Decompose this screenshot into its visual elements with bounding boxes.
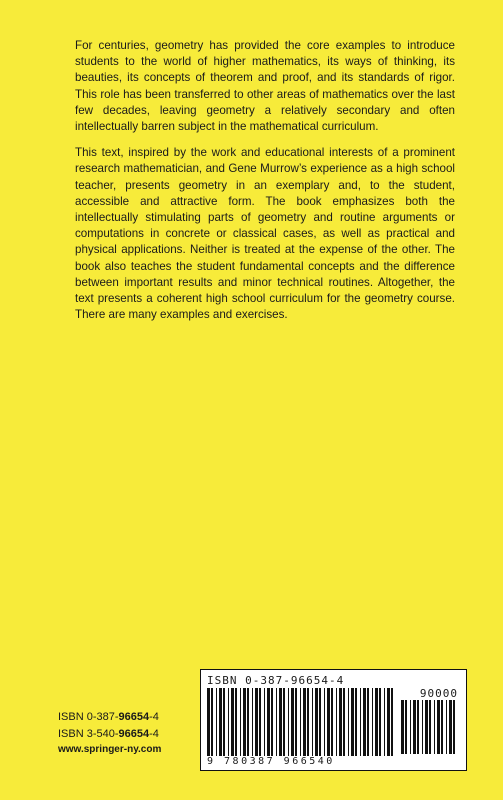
barcode-bar <box>211 688 213 756</box>
barcode-bar <box>312 688 313 756</box>
isbn-line-2 <box>58 726 161 743</box>
barcode-bar <box>387 688 390 756</box>
barcode-bar <box>348 688 349 756</box>
barcode-bar <box>300 688 301 756</box>
barcode-bar <box>288 688 289 756</box>
barcode-price-code: 90000 <box>419 687 458 700</box>
barcode-bar <box>441 700 443 754</box>
barcode-bar <box>324 688 325 756</box>
barcode-bar <box>401 700 404 754</box>
publisher-url: www.springer-ny.com <box>58 744 162 755</box>
barcode-bar <box>264 688 265 756</box>
barcode-bar <box>327 688 330 756</box>
barcode-bar <box>255 688 258 756</box>
barcode-bar <box>240 688 241 756</box>
barcode-bar <box>379 688 381 756</box>
barcode-bar <box>315 688 318 756</box>
barcode-bar <box>384 688 385 756</box>
barcode-bar <box>247 688 249 756</box>
barcode-bar <box>351 688 354 756</box>
isbn-2-prefix: ISBN 3-540- <box>58 727 119 740</box>
barcode-bar <box>391 688 393 756</box>
barcode-bar <box>367 688 369 756</box>
barcode-bar <box>336 688 337 756</box>
barcode-bar <box>355 688 357 756</box>
barcode-bar <box>252 688 253 756</box>
barcode-bar <box>283 688 285 756</box>
barcode-bar <box>303 688 306 756</box>
barcode-bar <box>231 688 234 756</box>
barcode-bar <box>413 700 416 754</box>
isbn-2-bold: 96654 <box>118 727 150 740</box>
barcode-bar <box>207 688 210 756</box>
isbn-1-suffix: -4 <box>149 711 159 723</box>
barcode-bar <box>375 688 378 756</box>
barcode-bar <box>259 688 261 756</box>
blurb-paragraph-2: This text, inspired by the work and educational interests of a prominent research mathematician, and Gene Murrow’s experience as a high school teacher, presents geometry in an exemplary and, to the student, accessible and attractive form. The book emphasizes both the intellectually stimulating parts of geometry and routine arguments or computations in concrete or classical cases, as well as practical and physical applications. Neither is treated at the expense of the other. The book also teaches the student fundamental concepts and the difference between important results and minor technical routines. Altogether, the text presents a coherent high school curriculum for the geometry course. There are many examples and exercises. <box>75 146 455 322</box>
barcode-bar <box>449 700 452 754</box>
barcode-bar <box>276 688 277 756</box>
barcode-bar <box>422 700 423 754</box>
barcode-bar <box>307 688 309 756</box>
isbn-block <box>58 709 161 759</box>
barcode-bar <box>363 688 366 756</box>
barcode-bar <box>405 700 407 754</box>
barcode-main-bars <box>207 688 397 756</box>
barcode-bar <box>410 700 411 754</box>
barcode-bar <box>360 688 361 756</box>
barcode-bar <box>319 688 321 756</box>
isbn-2-suffix: -4 <box>149 727 159 740</box>
barcode-bar <box>434 700 435 754</box>
barcode-bar <box>417 700 419 754</box>
isbn-1-prefix: ISBN 0-387- <box>58 711 119 723</box>
barcode-bar <box>267 688 270 756</box>
barcode-bar <box>235 688 237 756</box>
barcode-bar <box>425 700 428 754</box>
barcode-bar <box>372 688 373 756</box>
barcode-bar <box>429 700 431 754</box>
barcode-bar <box>216 688 217 756</box>
barcode-addon-bars <box>401 700 457 754</box>
barcode-bar <box>343 688 345 756</box>
barcode-bar <box>223 688 225 756</box>
blurb-text <box>75 38 455 333</box>
barcode-digits: 9 780387 966540 <box>207 756 335 767</box>
barcode-box <box>200 669 467 771</box>
barcode-bar <box>437 700 440 754</box>
barcode-isbn-text: ISBN 0-387-96654-4 <box>207 674 345 687</box>
barcode-bar <box>295 688 297 756</box>
isbn-line-1 <box>58 709 161 726</box>
barcode-bar <box>453 700 455 754</box>
blurb-paragraph-1: For centuries, geometry has provided the core examples to introduce students to the world of higher mathematics, its ways of thinking, its beauties, its concepts of theorem and proof, and its standards of rigor. This role has been transferred to other areas of mathematics over the last few decades, leaving geometry a relatively secondary and often intellectually barren subject in the mathematical curriculum. <box>75 39 455 134</box>
barcode-bar <box>271 688 273 756</box>
barcode-bar <box>279 688 282 756</box>
barcode-bar <box>243 688 246 756</box>
isbn-1-bold: 96654 <box>118 711 150 723</box>
barcode-bar <box>446 700 447 754</box>
barcode-bar <box>219 688 222 756</box>
barcode-bar <box>228 688 229 756</box>
barcode-bar <box>339 688 342 756</box>
barcode-bar <box>291 688 294 756</box>
barcode-bar <box>331 688 333 756</box>
